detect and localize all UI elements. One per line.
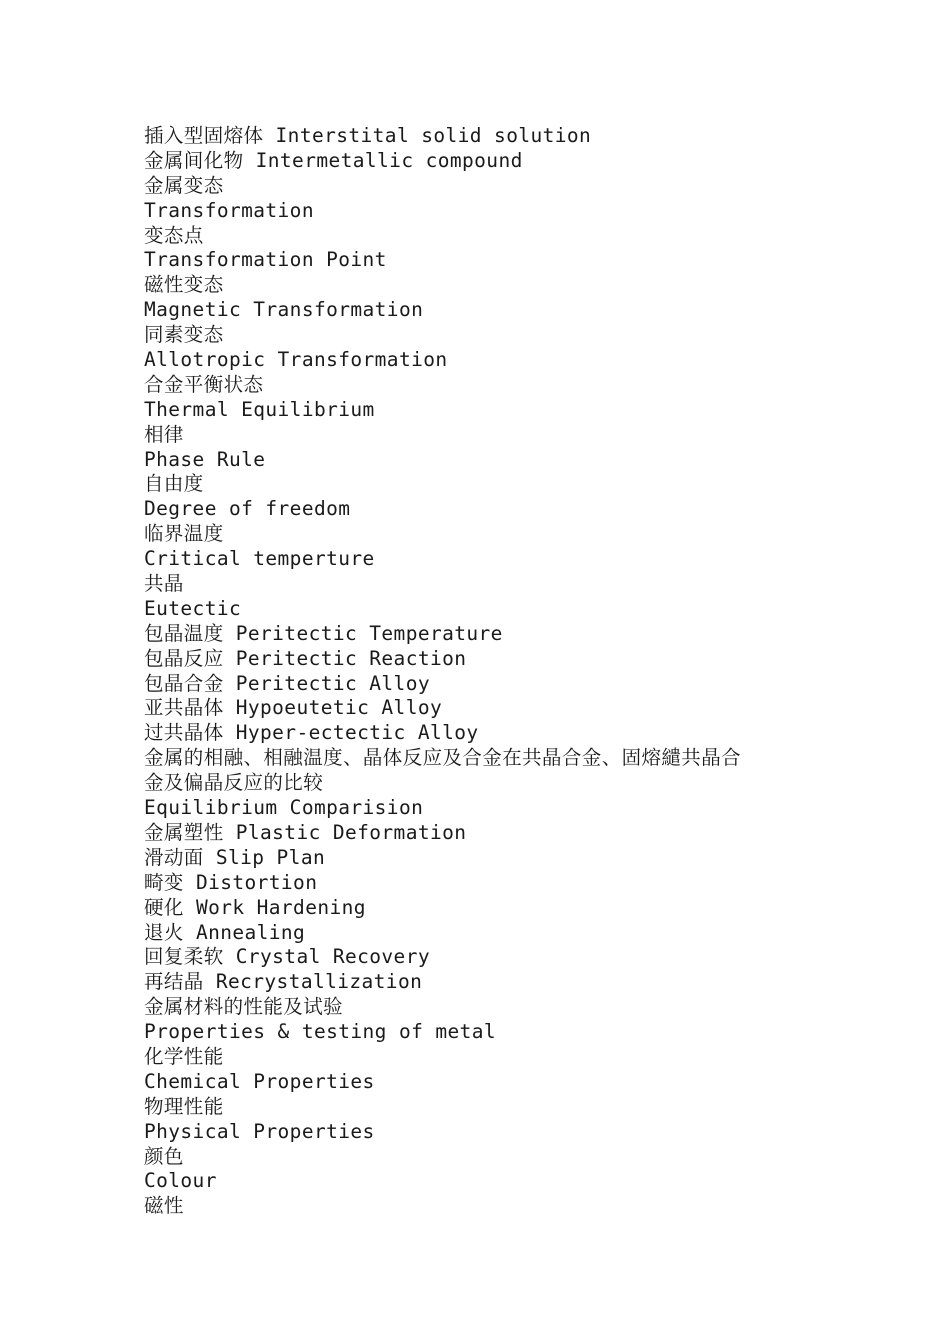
- text-line: Magnetic Transformation: [144, 298, 424, 322]
- text-line: 临界温度: [144, 522, 224, 546]
- text-line: 金属变态: [144, 173, 224, 197]
- text-line: 磁性变态: [144, 273, 224, 297]
- text-line: Transformation Point: [144, 248, 387, 272]
- text-line: 物理性能: [144, 1094, 224, 1118]
- text-line: 金及偏晶反应的比较: [144, 771, 324, 795]
- text-line: Transformation: [144, 198, 314, 222]
- text-line: 包晶反应 Peritectic Reaction: [144, 646, 467, 670]
- text-line: 相律: [144, 422, 184, 446]
- text-line: 金属材料的性能及试验: [144, 995, 344, 1019]
- text-line: 亚共晶体 Hypoeutetic Alloy: [144, 696, 443, 720]
- text-line: Critical temperture: [144, 547, 375, 571]
- text-line: 包晶合金 Peritectic Alloy: [144, 671, 430, 695]
- text-line: 插入型固熔体 Interstital solid solution: [144, 124, 592, 147]
- text-line: 磁性: [144, 1194, 184, 1218]
- text-line: Degree of freedom: [144, 497, 351, 521]
- text-line: 过共晶体 Hyper-ectectic Alloy: [144, 721, 479, 745]
- text-line: 自由度: [144, 472, 204, 496]
- text-line: 共晶: [144, 572, 184, 596]
- text-line: 同素变态: [144, 323, 224, 347]
- text-line: 滑动面 Slip Plan: [144, 845, 326, 869]
- text-line: 金属的相融、相融温度、晶体反应及合金在共晶合金、固熔繾共晶合: [144, 746, 742, 770]
- text-line: 化学性能: [144, 1044, 224, 1068]
- text-line: 包晶温度 Peritectic Temperature: [144, 621, 503, 645]
- text-line: Equilibrium Comparision: [144, 796, 424, 820]
- text-line: 再结晶 Recrystallization: [144, 970, 423, 994]
- text-line: 硬化 Work Hardening: [144, 895, 366, 919]
- text-line: 回复柔软 Crystal Recovery: [144, 945, 430, 969]
- text-line: 变态点: [144, 223, 204, 247]
- text-line: Thermal Equilibrium: [144, 397, 375, 421]
- text-line: Eutectic: [144, 596, 242, 620]
- text-line: Colour: [144, 1169, 217, 1193]
- text-line: Chemical Properties: [144, 1069, 375, 1093]
- text-line: Properties & testing of metal: [144, 1020, 497, 1044]
- text-line: 退火 Annealing: [144, 920, 306, 944]
- glossary-text-block: [144, 124, 824, 1219]
- text-line: 合金平衡状态: [144, 372, 264, 396]
- text-line: 金属塑性 Plastic Deformation: [144, 820, 467, 844]
- text-line: 金属间化物 Intermetallic compound: [144, 148, 523, 172]
- text-line: Physical Properties: [144, 1119, 375, 1143]
- text-line: Phase Rule: [144, 447, 266, 471]
- text-line: Allotropic Transformation: [144, 348, 448, 372]
- text-line: 畸变 Distortion: [144, 870, 318, 894]
- text-line: 颜色: [144, 1144, 184, 1168]
